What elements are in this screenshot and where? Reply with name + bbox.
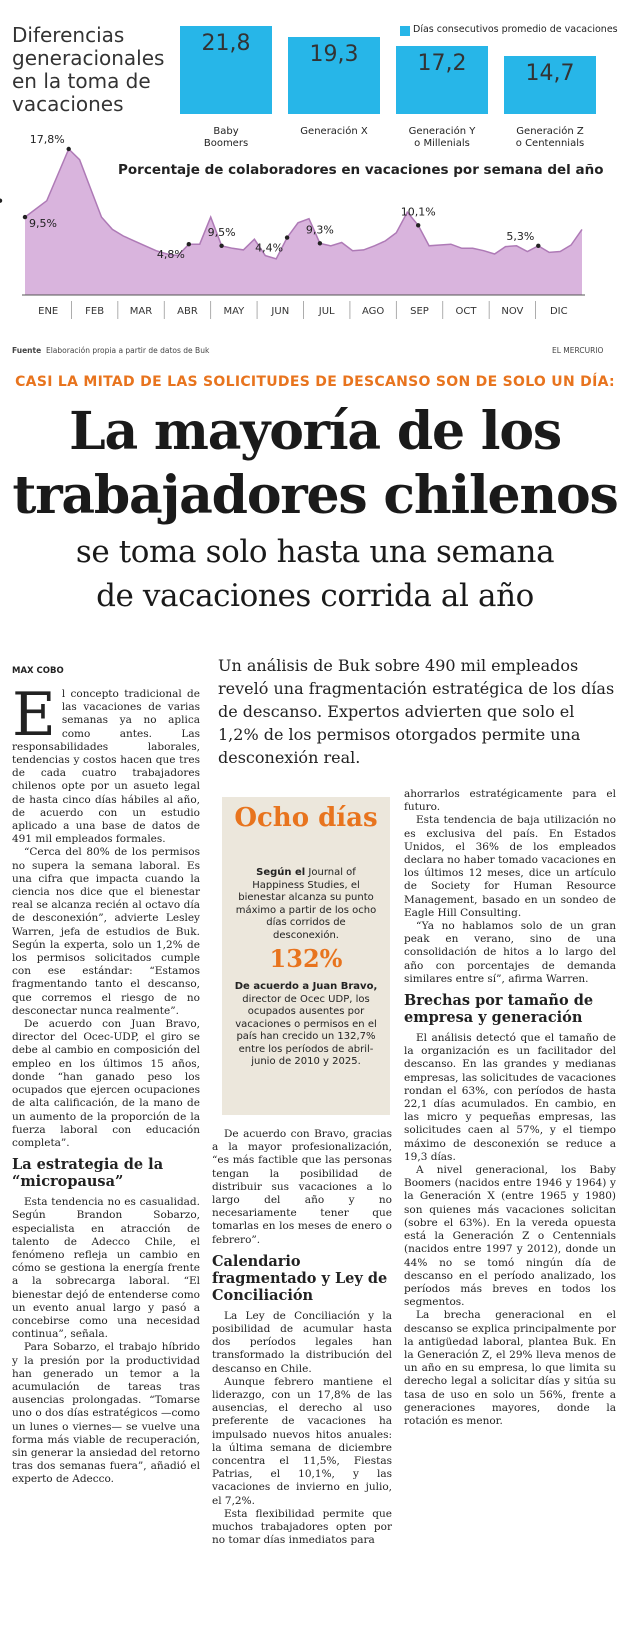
bar-label: Baby Boomers — [203, 126, 249, 149]
column-1 — [12, 680, 200, 1487]
bar-baby-boomers — [180, 26, 272, 114]
paragraph: El concepto tradicional de las vacaciones de varias semanas ya no aplica como antes. Las responsabilidades laborales, tendencias y costos hacen que tres de cada cuatro trabajadores chilenos opte por un asueto legal de hasta cinco días hábiles al año, de acuerdo con un estudio aplicado a una base de datos de 491 mil empleados formales. — [12, 680, 200, 846]
paragraph: Esta flexibilidad permite que muchos trabajadores opten por no tomar días inmediatos para — [212, 1507, 392, 1547]
credit: EL MERCURIO — [552, 346, 604, 355]
x-tick-label: SEP — [410, 306, 429, 317]
x-tick-label: FEB — [85, 306, 105, 317]
annotation-point — [187, 242, 191, 246]
paragraph: “Cerca del 80% de los permisos no supera la semana laboral. Es una cifra que impacta cuando la ciencia nos dice que el bienestar real se alcanza recién al octavo día de desconexión”, advierte Lesley Warren, jefa de estudios de Buk. Según la experta, solo un 1,2% de los permisos solicitados cumple con ese estándar: “Estamos fragmentando tanto el descanso, que corremos el riesgo de no desconectar nunca realmente”. — [12, 846, 200, 1017]
source-note: Fuente Elaboración propia a partir de datos de Buk — [12, 346, 210, 355]
headline-line: La mayoría de los — [69, 401, 561, 462]
paragraph: ahorrarlos estratégicamente para el futuro. — [404, 788, 616, 814]
annotation-label: 9,3% — [305, 223, 334, 237]
x-tick-label: DIC — [549, 306, 568, 317]
dropcap: E — [12, 680, 56, 750]
graphic-title: Diferencias generacionales en la toma de vacaciones — [12, 23, 165, 116]
box-heading: 132% — [269, 944, 343, 973]
annotation-label: 17,8% — [29, 133, 65, 146]
paragraph: “Ya no hablamos solo de un gran peak en verano, sino de una consolidación de hitos a lo largo del año con porcentajes de demanda similares entre sí”, afirma Warren. — [404, 920, 616, 985]
paragraph: El análisis detectó que el tamaño de la organización es un facilitador del descanso. En las grandes y medianas empresas, las solicitudes de vacaciones rondan el 63%, con períodos de hasta 22,1 días acumulados. En cambio, en las micro y pequeñas empresas, las solicitudes caen al 57%, y el tiempo máximo de desconexión se reduce a 19,3 días. — [404, 1032, 616, 1163]
annotation-point — [318, 241, 322, 245]
x-tick-label: NOV — [501, 306, 524, 317]
column-2 — [212, 1128, 392, 1547]
annotation-label: 9,5% — [29, 217, 57, 231]
x-tick-label: MAY — [223, 306, 245, 317]
byline: MAX COBO — [12, 666, 64, 676]
lead-paragraph: Un análisis de Buk sobre 490 mil empleados reveló una fragmentación estratégica de los días de descanso. Expertos advierten que solo el 1,2% de los permisos otorgados permite una desconexión real. — [218, 656, 615, 767]
kicker: CASI LA MITAD DE LAS SOLICITUDES DE DESCANSO SON DE SOLO UN DÍA: — [15, 374, 615, 390]
bar-value: 17,2 — [417, 51, 467, 76]
annotation-label: 5,3% — [506, 229, 535, 243]
paragraph: Esta tendencia no es casualidad. Según Brandon Sobarzo, especialista en atracción de talento de Adecco Chile, el fenómeno refleja un cambio en cómo se gestiona la energía frente a la sobrecarga laboral. “El bienestar dejó de entenderse como un evento anual largo y pasó a concebirse como una necesidad continua”, señala. — [12, 1196, 200, 1341]
area-chart-title: Porcentaje de colaboradores en vacaciones por semana del año — [118, 162, 604, 178]
bar-value: 14,7 — [525, 61, 575, 86]
deck-line: se toma solo hasta una semana — [75, 534, 555, 570]
annotation-point — [285, 235, 289, 239]
deck — [0, 530, 630, 618]
x-tick-label: OCT — [455, 306, 477, 317]
annotation-point — [23, 215, 27, 219]
paragraph: De acuerdo con Juan Bravo, director del Ocec-UDP, el giro se debe al cambio en composición del empleo en los últimos 15 años, donde “han ganado peso los ocupados que ejercen ocupaciones de alta calificación, de la mano de un aumento de la proporción de la fuerza laboral con educación completa”. — [12, 1018, 200, 1149]
bar-generacion-z — [504, 56, 596, 114]
paragraph: La Ley de Conciliación y la posibilidad de acumular hasta dos períodos legales han transformado la distribución del descanso en Chile. — [212, 1309, 392, 1375]
box-text: De acuerdo a Juan Bravo, director de Ocec UDP, los ocupados ausentes por vacaciones o permisos en el país han crecido un 132,7% entre los períodos de abril-junio de 2010 y 2025. — [234, 981, 378, 1067]
x-tick-label: JUN — [271, 306, 290, 317]
paragraph: A nivel generacional, los Baby Boomers (nacidos entre 1946 y 1964) y la Generación X (entre 1965 y 1980) son quienes más vacaciones solicitan (sobre el 63%). En la vereda opuesta está la Generación Z o Centennials (nacidos entre 1997 y 2012), donde un 44% no se tomó ningún día de descanso en el período analizado, los períodos más breves en todos los segmentos. — [404, 1164, 616, 1309]
annotation-point — [0, 199, 2, 203]
paragraph: De acuerdo con Bravo, gracias a la mayor profesionalización, “es más factible que las personas tengan la posibilidad de distribuir sus vacaciones a lo largo del año y no necesariamente tener que tomarlas en los meses de enero o febrero”. — [212, 1128, 392, 1246]
x-tick-label: JUL — [318, 306, 335, 317]
annotation-point — [536, 244, 540, 248]
x-tick-label: AGO — [361, 306, 385, 317]
bar-generacion-y — [396, 46, 488, 114]
paragraph: Esta tendencia de baja utilización no es exclusiva del país. En Estados Unidos, el 36% de los empleados declara no haber tomado vacaciones en los últimos 12 meses, dice un artículo de Society for Human Resource Management, basado en un sondeo de Eagle Hill Consulting. — [404, 814, 616, 919]
annotation-label: 9,5% — [207, 225, 236, 239]
paragraph: Para Sobarzo, el trabajo híbrido y la presión por la productividad han generado un temor a la acumulación de tareas tras ausencias prolongadas. “Tomarse uno o dos días estratégicos —como un lunes o viernes— se vuelve una forma más viable de recuperación, sin generar la ansiedad del retorno tras dos semanas fuera”, añadió el experto de Adecco. — [12, 1341, 200, 1486]
highlight-box — [222, 797, 390, 1115]
headline-line: trabajadores chilenos — [12, 465, 618, 526]
annotation-label: 4,8% — [156, 248, 185, 262]
subheading: La estrategia de la “micropausa” — [12, 1156, 164, 1191]
box-heading: Ocho días — [234, 803, 378, 833]
x-tick-label: ABR — [177, 306, 198, 317]
legend-swatch — [400, 26, 410, 36]
legend-label: Días consecutivos promedio de vacaciones — [413, 24, 618, 35]
bar-label: Generación Y o Millenials — [408, 126, 476, 149]
bar-label: Generación Z o Centennials — [515, 126, 585, 149]
subheading: Brechas por tamaño de empresa y generación — [404, 992, 594, 1027]
annotation-point — [67, 147, 71, 151]
x-tick-label: MAR — [129, 306, 153, 317]
annotation-point — [416, 223, 420, 227]
annotation-label: 10,1% — [400, 205, 436, 219]
subheading: Calendario fragmentado y Ley de Conciliación — [212, 1252, 388, 1304]
area-series — [25, 149, 582, 295]
headline — [0, 400, 630, 528]
bar-value: 19,3 — [309, 42, 359, 67]
annotation-label: 4,4% — [255, 241, 284, 255]
paragraph: La brecha generacional en el descanso se explica principalmente por la antigüedad laboral, plantea Buk. En la Generación Z, el 29% lleva menos de un año en su empresa, lo que limita su derecho legal a solicitar días y sitúa su tasa de uso en solo un 56%, frente a generaciones mayores, donde la rotación es menor. — [404, 1309, 616, 1427]
paragraph: Aunque febrero mantiene el liderazgo, con un 17,8% de las ausencias, el derecho al uso preferente de vacaciones ha impulsado nuevos hitos anuales: la última semana de diciembre concentra el 11,5%, Fiestas Patrias, el 10,1%, y las vacaciones de invierno en julio, el 7,2%. — [212, 1375, 392, 1507]
deck-line: de vacaciones corrida al año — [96, 578, 534, 614]
bar-value: 21,8 — [201, 31, 251, 56]
annotation-point — [219, 244, 223, 248]
bar-label: Generación X — [300, 126, 368, 137]
x-tick-label: ENE — [38, 306, 59, 317]
bar-generacion-x — [288, 37, 380, 114]
column-3 — [404, 788, 616, 1428]
box-text: Según el Journal of Happiness Studies, el bienestar alcanza su punto máximo a partir de los ocho días corridos de desconexión. — [235, 867, 377, 941]
infographic — [0, 0, 630, 360]
